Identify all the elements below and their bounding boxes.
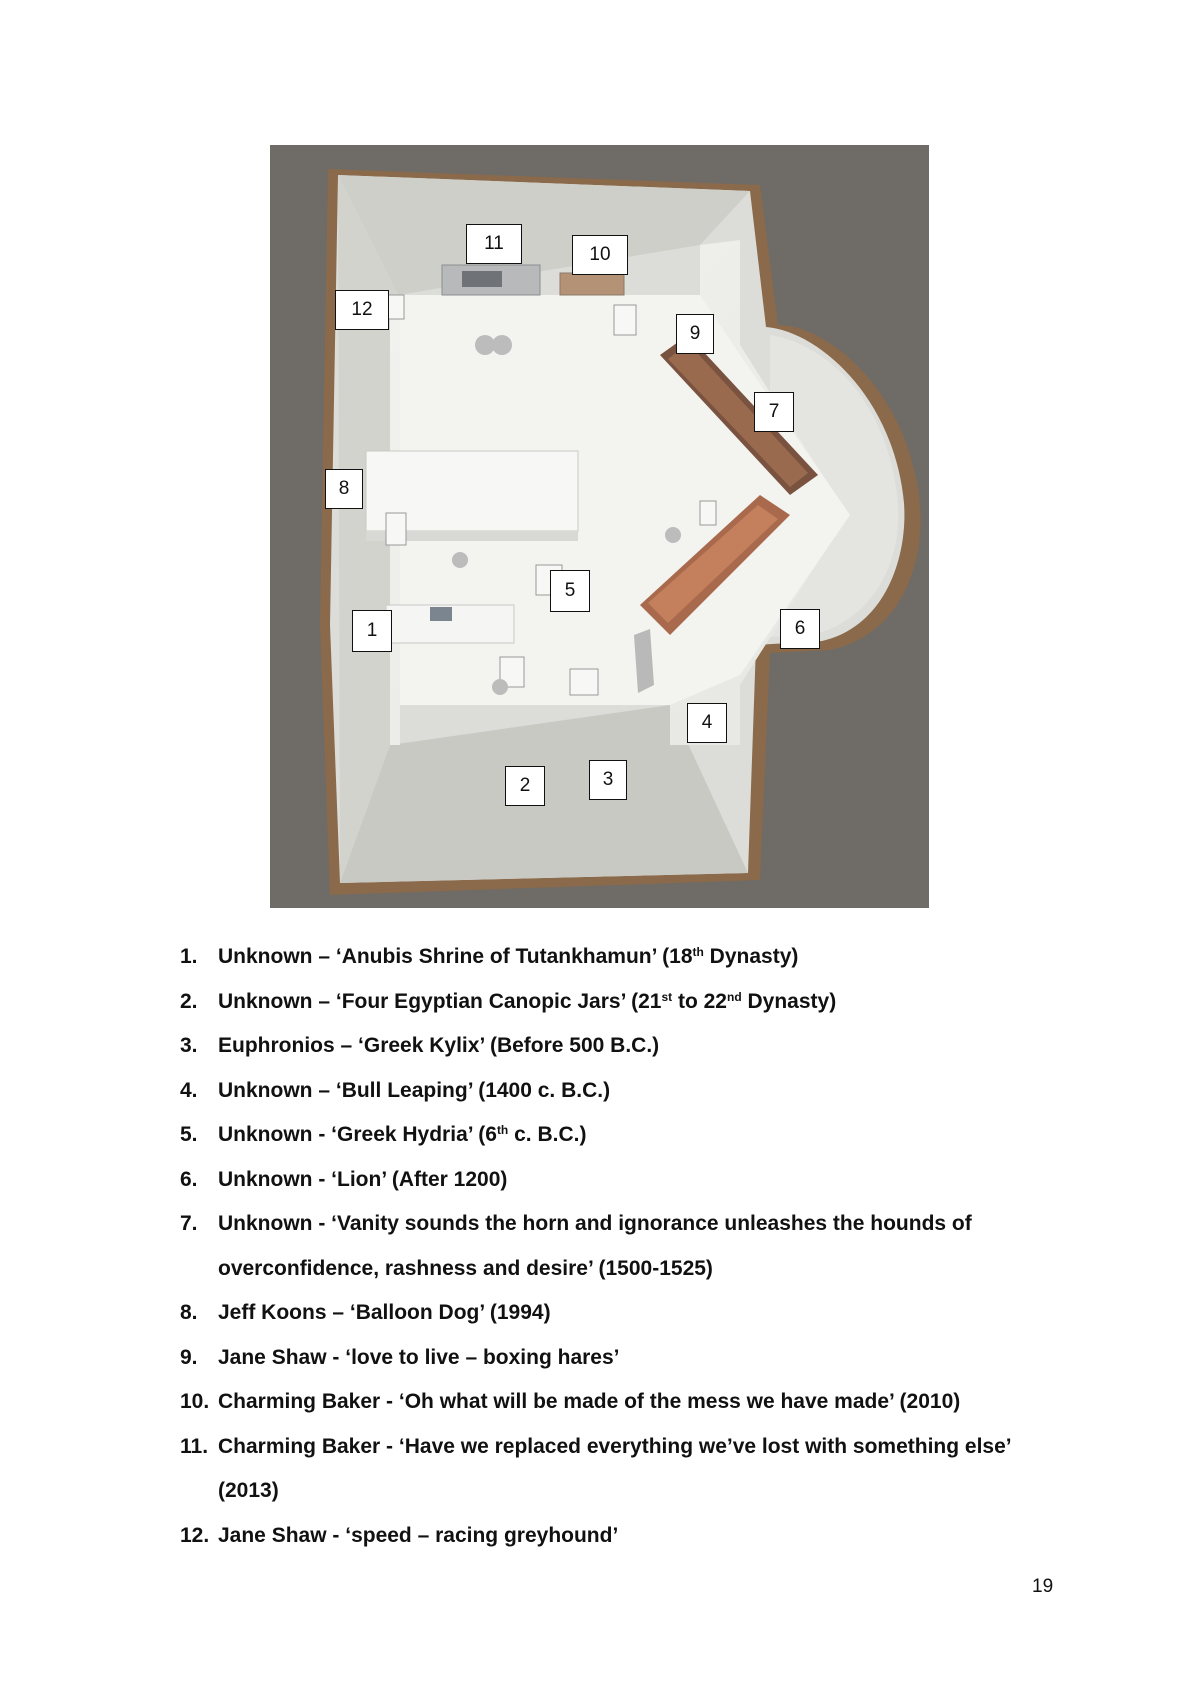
artwork-title: ‘Anubis Shrine of Tutankhamun’ [335,945,657,968]
artwork-list [180,935,1080,1558]
list-item [180,1202,1080,1291]
list-item [180,1291,1080,1336]
artwork-title: ‘speed – racing greyhound’ [345,1523,619,1547]
list-item [180,1158,1080,1203]
artwork-date: (6 [472,1123,497,1146]
item-number: 6. [180,1167,198,1191]
artwork-title: ‘Greek Kylix’ [358,1034,485,1057]
artist: Unknown [218,945,313,968]
artwork-date: (2013) [218,1479,279,1502]
artwork-date: (1994) [484,1301,551,1324]
artwork-title: ‘love to live – boxing hares’ [345,1345,620,1369]
item-number: 4. [180,1078,198,1102]
artwork-title: ‘Four Egyptian Canopic Jars’ [335,989,626,1013]
artwork-title: ‘Oh what will be made of the mess we have made’ [398,1390,894,1413]
separator: - [312,1212,332,1235]
artist: Jane Shaw [218,1523,327,1547]
item-number: 10. [180,1390,210,1413]
item-number: 3. [180,1034,198,1057]
list-item [180,1380,1080,1425]
item-number: 7. [180,1212,198,1235]
artist: Unknown [218,1167,313,1191]
separator: – [334,1034,359,1057]
artwork-date: (Before 500 B.C.) [484,1034,660,1057]
figure-label-10: 10 [572,235,628,275]
page-number: 19 [1032,1576,1054,1597]
figure-label-5: 5 [550,570,590,612]
artwork-title: ‘Greek Hydria’ [331,1123,473,1146]
date-superscript: th [692,945,704,959]
date-superscript: st [661,989,673,1004]
artwork-title: ‘Have we replaced everything we’ve lost with something else’ [398,1434,1012,1458]
artist: Unknown [218,1078,313,1102]
artwork-date-end: Dynasty) [703,945,799,968]
figure-label-12: 12 [335,290,389,330]
artwork-date-end: c. B.C.) [508,1123,587,1146]
separator: - [380,1434,399,1458]
separator: – [312,1078,336,1102]
artwork-title-continued: overconfidence, rashness and desire’ [218,1256,593,1280]
item-number: 1. [180,945,198,968]
list-item [180,1336,1080,1381]
artist: Unknown [218,1212,313,1235]
artwork-title: ‘Lion’ [331,1167,386,1191]
item-number: 11. [180,1434,209,1458]
list-item [180,980,1080,1025]
artwork-date: (1500-1525) [592,1256,713,1280]
separator: - [312,1167,332,1191]
separator: - [326,1523,346,1547]
item-number: 8. [180,1301,198,1324]
figure-label-8: 8 [325,469,363,509]
item-number: 9. [180,1345,198,1369]
figure-label-6: 6 [780,609,820,649]
artwork-date-mid: to 22 [672,989,727,1013]
artist: Unknown [218,989,313,1013]
separator: – [326,1301,350,1324]
artwork-date: (After 1200) [386,1167,508,1191]
artwork-date-end: Dynasty) [741,989,837,1013]
item-number: 2. [180,989,198,1013]
figure-label-4: 4 [687,703,727,743]
figure-label-11: 11 [466,224,522,264]
list-item [180,1514,1080,1559]
date-superscript: th [496,1123,509,1137]
artist: Charming Baker [218,1434,381,1458]
figure-label-3: 3 [589,760,627,800]
separator: - [326,1345,346,1369]
artist: Unknown [218,1123,313,1146]
artwork-title: ‘Vanity sounds the horn and ignorance unleashes the hounds of [331,1212,972,1235]
artwork-date: (21 [625,989,662,1013]
artwork-title: ‘Balloon Dog’ [349,1301,485,1324]
artwork-title: ‘Bull Leaping’ [335,1078,473,1102]
figure-label-2: 2 [505,766,545,806]
artist: Euphronios [218,1034,335,1057]
list-item [180,1113,1080,1158]
figure-label-1: 1 [352,610,392,652]
item-number: 12. [180,1523,210,1547]
list-item [180,1425,1080,1514]
figure-label-7: 7 [754,392,794,432]
artist: Charming Baker [218,1390,381,1413]
separator: - [380,1390,399,1413]
list-item [180,1069,1080,1114]
item-number: 5. [180,1123,198,1146]
list-item [180,935,1080,980]
artist: Jeff Koons [218,1301,327,1324]
list-item [180,1024,1080,1069]
artwork-date: (1400 c. B.C.) [472,1078,611,1102]
separator: – [312,989,336,1013]
artwork-date: (18 [656,945,693,968]
separator: - [312,1123,332,1146]
figure-label-9: 9 [676,314,714,354]
separator: – [312,945,336,968]
date-superscript: nd [726,989,742,1004]
artwork-date: (2010) [893,1390,961,1413]
artist: Jane Shaw [218,1345,327,1369]
